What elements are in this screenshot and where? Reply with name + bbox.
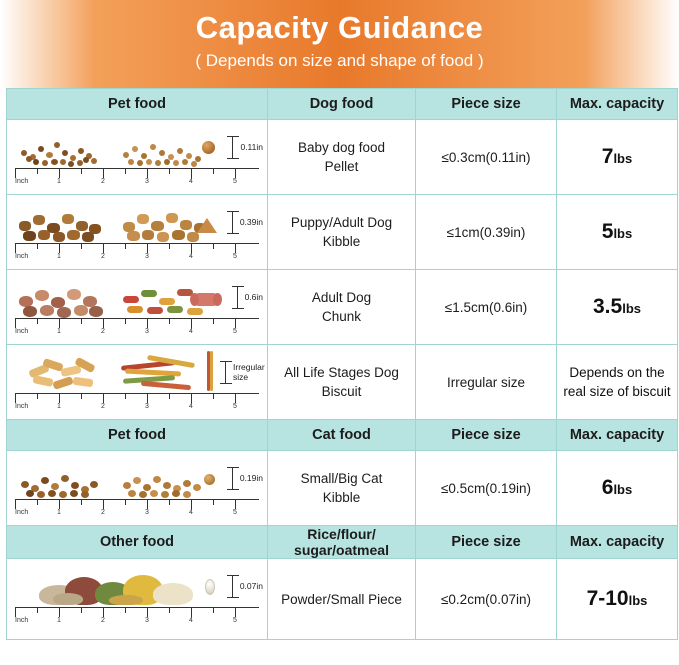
ruler-mark: 2 (101, 178, 105, 185)
food-pile (19, 205, 103, 241)
food-pile (21, 132, 101, 166)
table-header-cat (7, 420, 678, 451)
piece-size-cell: ≤1.5cm(0.6in) (416, 270, 557, 345)
ruler-mark: 4 (189, 617, 193, 624)
ruler-scale (15, 607, 259, 630)
biscuit-sticks (207, 351, 213, 391)
food-name-line2: Chunk (321, 309, 362, 324)
food-name-line2: Pellet (324, 159, 359, 174)
ruler-mark: 1 (57, 509, 61, 516)
sample-cell-biscuit (7, 345, 268, 420)
table-row (7, 195, 678, 270)
capacity-cell (557, 451, 678, 526)
table-header-dog (7, 89, 678, 120)
food-name-line2: Kibble (322, 490, 361, 505)
header-rice-flour (268, 526, 416, 559)
sample-image-pellet (7, 120, 267, 194)
piece-size-cell: Irregular size (416, 345, 557, 420)
single-food-piece (202, 141, 215, 154)
capacity-text-line1: Depends on the (569, 365, 665, 380)
ruler-unit-label: Inch (15, 328, 29, 335)
food-name-line2: Kibble (322, 234, 361, 249)
food-name-line2: Biscuit (321, 384, 362, 399)
capacity-unit: lbs (613, 151, 633, 166)
size-caliper (227, 565, 263, 607)
ruler-unit-label: Inch (15, 403, 29, 410)
sample-cell-pellet (7, 120, 268, 195)
ruler-unit-label: Inch (15, 253, 29, 260)
food-name-line1: Small/Big Cat (300, 471, 383, 486)
food-name-cell (268, 345, 416, 420)
food-piles (13, 455, 261, 499)
food-name-line1: Baby dog food (297, 140, 386, 155)
capacity-cell (557, 120, 678, 195)
ruler-scale (15, 168, 259, 191)
table-row (7, 345, 678, 420)
header-piece-size-other: Piece size (416, 526, 557, 559)
food-pile (19, 282, 105, 316)
header-pet-food: Pet food (7, 89, 268, 120)
capacity-table-wrap (0, 88, 679, 640)
food-piles (13, 124, 261, 168)
capacity-cell (557, 195, 678, 270)
food-pile (39, 569, 199, 605)
ruler-mark: 1 (57, 178, 61, 185)
piece-size-cell: ≤0.5cm(0.19in) (416, 451, 557, 526)
food-piles (13, 199, 261, 243)
header-piece-size: Piece size (416, 89, 557, 120)
food-piles (13, 563, 261, 607)
sample-image-cat-kibble (7, 451, 267, 525)
table-row (7, 270, 678, 345)
capacity-cell (557, 270, 678, 345)
piece-size-cell: ≤0.3cm(0.11in) (416, 120, 557, 195)
ruler-mark: 5 (233, 509, 237, 516)
food-name-cell (268, 195, 416, 270)
food-name-line1: Puppy/Adult Dog (290, 215, 393, 230)
ruler-mark: 2 (101, 253, 105, 260)
ruler-scale (15, 393, 259, 416)
ruler-mark: 2 (101, 617, 105, 624)
caliper-label: 0.07in (239, 581, 263, 591)
food-name-line1: Powder/Small Piece (281, 591, 402, 607)
page-subtitle: ( Depends on size and shape of food ) (195, 51, 484, 70)
ruler-mark: 1 (57, 403, 61, 410)
size-caliper (227, 201, 263, 243)
caliper-label: 0.19in (239, 473, 263, 483)
ruler-mark: 5 (233, 403, 237, 410)
food-name-cell (268, 120, 416, 195)
size-caliper (232, 276, 263, 318)
sample-image-chunk (7, 270, 267, 344)
single-food-piece (193, 293, 219, 306)
table-row (7, 120, 678, 195)
header-dog-food: Dog food (268, 89, 416, 120)
single-food-piece (204, 474, 215, 485)
sample-image-powder (7, 559, 267, 639)
caliper-label: 0.6in (244, 292, 263, 302)
header-max-capacity: Max. capacity (557, 89, 678, 120)
food-pile (123, 132, 205, 166)
ruler-mark: 1 (57, 253, 61, 260)
piece-size-cell: ≤0.2cm(0.07in) (416, 559, 557, 640)
single-food-piece (207, 351, 213, 391)
food-pile (21, 465, 101, 497)
ruler-mark: 4 (189, 328, 193, 335)
capacity-unit: lbs (628, 593, 648, 608)
ruler-mark: 4 (189, 403, 193, 410)
capacity-number: 5 (601, 220, 614, 243)
ruler-mark: 2 (101, 328, 105, 335)
sample-cell-powder (7, 559, 268, 640)
ruler-scale (15, 318, 259, 341)
page-title: Capacity Guidance (195, 10, 484, 45)
capacity-number: 3.5 (593, 295, 623, 318)
capacity-cell (557, 345, 678, 420)
ruler-mark: 3 (145, 328, 149, 335)
header-rice-flour-line1: Rice/flour/ (307, 526, 376, 542)
capacity-text-line2: real size of biscuit (563, 384, 671, 399)
header-banner (0, 0, 679, 88)
table-row (7, 451, 678, 526)
table-row (7, 559, 678, 640)
ruler-unit-label: Inch (15, 178, 29, 185)
food-name-cell (268, 559, 416, 640)
header-other-food: Other food (7, 526, 268, 559)
ruler-unit-label: Inch (15, 509, 29, 516)
size-caliper (220, 351, 263, 393)
header-rice-flour-line2: sugar/oatmeal (294, 542, 389, 558)
ruler-mark: 3 (145, 178, 149, 185)
food-pile (121, 357, 205, 389)
capacity-unit: lbs (613, 482, 633, 497)
caliper-label: 0.39in (239, 217, 263, 227)
ruler-mark: 3 (145, 617, 149, 624)
single-food-piece (197, 218, 217, 233)
header-max-capacity-other: Max. capacity (557, 526, 678, 559)
ruler-mark: 5 (233, 328, 237, 335)
header-cat-food: Cat food (268, 420, 416, 451)
ruler-mark: 3 (145, 403, 149, 410)
capacity-table (6, 88, 678, 640)
size-caliper (227, 126, 263, 168)
caliper-label: 0.11in (240, 142, 263, 152)
sample-cell-chunk (7, 270, 268, 345)
capacity-number: 7 (601, 145, 614, 168)
food-pile (123, 465, 207, 497)
ruler-scale (15, 243, 259, 266)
ruler-mark: 1 (57, 328, 61, 335)
capacity-number: 6 (601, 476, 614, 499)
ruler-mark: 5 (233, 178, 237, 185)
food-piles (13, 274, 261, 318)
ruler-mark: 4 (189, 253, 193, 260)
ruler-unit-label: Inch (15, 617, 29, 624)
sample-image-biscuit (7, 345, 267, 419)
sample-cell-kibble (7, 195, 268, 270)
sample-cell-cat-kibble (7, 451, 268, 526)
food-pile (27, 357, 101, 389)
header-max-capacity-cat: Max. capacity (557, 420, 678, 451)
ruler-mark: 1 (57, 617, 61, 624)
capacity-unit: lbs (622, 301, 641, 316)
ruler-mark: 2 (101, 403, 105, 410)
ruler-mark: 3 (145, 253, 149, 260)
sample-image-kibble (7, 195, 267, 269)
capacity-unit: lbs (613, 226, 633, 241)
piece-size-cell: ≤1cm(0.39in) (416, 195, 557, 270)
header-piece-size-cat: Piece size (416, 420, 557, 451)
table-header-other (7, 526, 678, 559)
food-name-line1: All Life Stages Dog (284, 365, 399, 380)
caliper-label: Irregular size (233, 362, 265, 382)
food-name-cell (268, 270, 416, 345)
ruler-mark: 5 (233, 617, 237, 624)
ruler-mark: 4 (189, 509, 193, 516)
ruler-mark: 5 (233, 253, 237, 260)
ruler-mark: 4 (189, 178, 193, 185)
capacity-number: 7-10 (586, 587, 629, 610)
capacity-cell (557, 559, 678, 640)
ruler-mark: 3 (145, 509, 149, 516)
food-name-line1: Adult Dog (311, 290, 372, 305)
ruler-scale (15, 499, 259, 522)
food-name-cell (268, 451, 416, 526)
header-pet-food-cat: Pet food (7, 420, 268, 451)
size-caliper (227, 457, 263, 499)
single-food-piece (205, 579, 215, 595)
ruler-mark: 2 (101, 509, 105, 516)
